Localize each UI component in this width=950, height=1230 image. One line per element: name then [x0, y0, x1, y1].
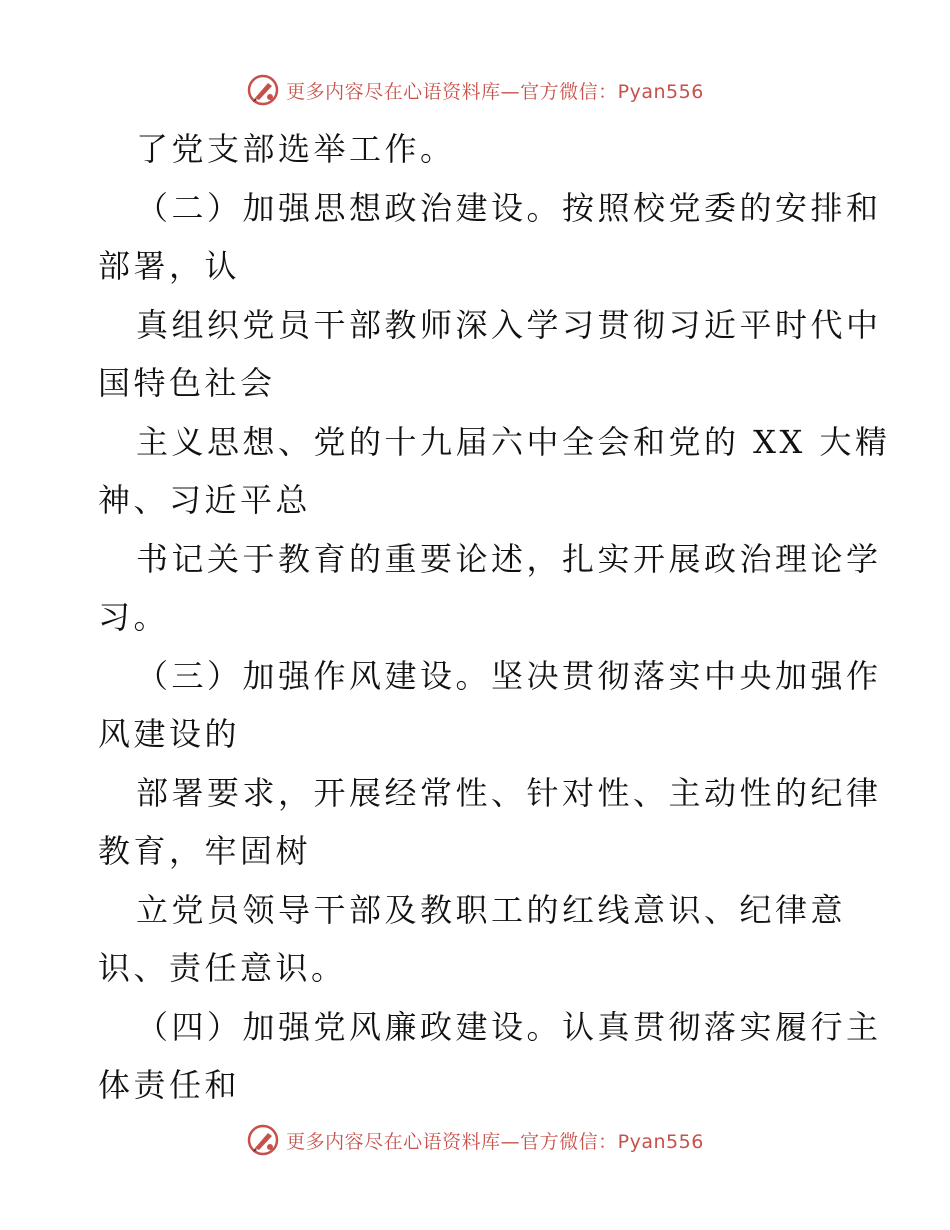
body-line: 书记关于教育的重要论述，扎实开展政治理论学: [136, 539, 882, 578]
document-body: [98, 120, 891, 1115]
body-line: 习。: [98, 598, 170, 636]
body-line: 真组织党员干部教师深入学习贯彻习近平时代中: [136, 305, 882, 344]
body-line: 部署要求，开展经常性、针对性、主动性的纪律: [136, 773, 882, 812]
header-watermark-banner: [0, 70, 950, 110]
body-line: 教育，牢固树: [98, 832, 312, 870]
body-line: 风建设的: [98, 715, 241, 753]
body-line: 部署，认: [98, 247, 241, 285]
body-line: 体责任和: [98, 1066, 241, 1104]
pen-logo-icon: [246, 1123, 280, 1157]
body-line: 立党员领导干部及教职工的红线意识、纪律意: [136, 890, 847, 929]
header-watermark-text: 更多内容尽在心语资料库—官方微信：Pyan556: [286, 80, 704, 103]
body-line: 主义思想、党的十九届六中全会和党的 XX 大精: [136, 422, 891, 461]
body-line: （二）加强思想政治建设。按照校党委的安排和: [136, 188, 882, 227]
body-line: （四）加强党风廉政建设。认真贯彻落实履行主: [136, 1007, 882, 1046]
footer-watermark-text: 更多内容尽在心语资料库—官方微信：Pyan556: [286, 1130, 704, 1153]
body-line: 了党支部选举工作。: [136, 130, 456, 168]
footer-watermark-banner: [0, 1120, 950, 1160]
body-line: 神、习近平总: [98, 481, 312, 519]
body-line: 国特色社会: [98, 364, 276, 402]
body-line: （三）加强作风建设。坚决贯彻落实中央加强作: [136, 656, 882, 695]
pen-logo-icon: [246, 73, 280, 107]
body-line: 识、责任意识。: [98, 949, 347, 987]
